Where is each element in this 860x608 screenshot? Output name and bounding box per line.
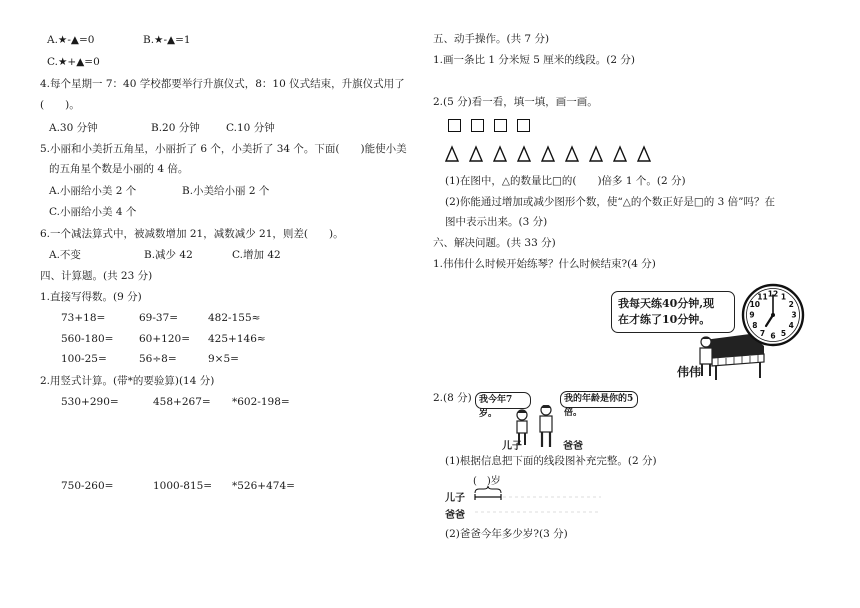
square-shape: [471, 119, 484, 132]
q4-stem-line1: 4.每个星期一 7：40 学校都要举行升旗仪式，8：10 仪式结束，升旗仪式用了: [40, 78, 405, 90]
dad-label: 爸爸: [563, 441, 583, 452]
q4-option-a: A.30 分钟: [49, 122, 98, 134]
clock-numeral: 9: [749, 310, 755, 320]
triangle-shape: [470, 147, 482, 161]
triangle-shape: [542, 147, 554, 161]
dad-speech: 我的年龄是你的5倍。: [564, 394, 634, 418]
clock-numeral: 4: [788, 321, 794, 331]
calc-item: 60+120=: [139, 333, 190, 345]
section-6-title: 六、解决问题。(共 33 分): [433, 237, 556, 249]
q4-option-c: C.10 分钟: [226, 122, 275, 134]
direct-calc-title: 1.直接写得数。(9 分): [40, 291, 142, 303]
clock-numeral: 7: [759, 328, 766, 338]
clock-numeral: 10: [749, 300, 761, 310]
triangle-shape: [494, 147, 506, 161]
son-label: 儿子: [502, 441, 522, 452]
calc-item: 100-25=: [61, 353, 107, 365]
speech-bubble-dad: [560, 391, 638, 418]
q6-stem: 6.一个减法算式中，被减数增加 21，减数减少 21，则差( )。: [40, 228, 344, 240]
calc-item: 425+146≈: [208, 333, 266, 345]
triangle-shape: [590, 147, 602, 161]
q5-option-a: A.小丽给小美 2 个: [49, 185, 137, 197]
clock-icon: [741, 283, 805, 347]
triangle-shape: [566, 147, 578, 161]
draw-line-question: 1.画一条比 1 分米短 5 厘米的线段。(2 分): [433, 54, 635, 66]
q5-stem-line2: 的五角星个数是小丽的 4 倍。: [49, 163, 189, 175]
q4-option-b: B.20 分钟: [151, 122, 200, 134]
clock-numeral: 11: [757, 292, 768, 302]
vertical-item: 750-260=: [61, 480, 114, 492]
clock-numeral: 5: [780, 328, 787, 338]
clock-numeral: 2: [788, 300, 794, 310]
section-4-title: 四、计算题。(共 23 分): [40, 270, 153, 282]
q4-stem-line2: ( )。: [40, 99, 80, 111]
clock-numeral: 1: [780, 292, 787, 302]
clock-numeral: 6: [770, 331, 776, 341]
vertical-item: *602-198=: [232, 396, 290, 408]
bubble-line-2: 在才练了10分钟。: [618, 313, 711, 326]
vertical-item: 530+290=: [61, 396, 119, 408]
calc-item: 482-155≈: [208, 312, 261, 324]
q5-option-c: C.小丽给小美 4 个: [49, 206, 137, 218]
segment-age-label: ( )岁: [473, 476, 501, 487]
age-question-1: (1)根据信息把下面的线段图补充完整。(2 分): [445, 455, 657, 467]
age-question-2: (2)爸爸今年多少岁?(3 分): [445, 528, 568, 540]
clock-numeral: 8: [752, 321, 758, 331]
square-shape: [448, 119, 461, 132]
clock-numeral: 3: [791, 310, 797, 320]
q6-option-a: A.不变: [49, 249, 81, 261]
section-5-title: 五、动手操作。(共 7 分): [433, 33, 550, 45]
line-segment-diagram: [473, 485, 613, 517]
look-question-1: (1)在图中，△的数量比□的( )倍多 1 个。(2 分): [445, 175, 686, 187]
vertical-item: *526+474=: [232, 480, 295, 492]
vertical-item: 1000-815=: [153, 480, 213, 492]
bubble-line-1: 我每天练40分钟,现: [618, 297, 715, 310]
square-shape: [494, 119, 507, 132]
q5-option-b: B.小美给小丽 2 个: [182, 185, 270, 197]
segment-son-label: 儿子: [445, 493, 465, 504]
look-fill-draw-title: 2.(5 分)看一看，填一填，画一画。: [433, 96, 598, 108]
triangle-shape: [638, 147, 650, 161]
piano-question: 1.伟伟什么时候开始练琴？什么时候结束?(4 分): [433, 258, 656, 270]
age-question-title: 2.(8 分): [433, 392, 472, 404]
segment-dad-label: 爸爸: [445, 510, 465, 521]
calc-item: 69-37=: [139, 312, 179, 324]
clock-numeral: 12: [767, 289, 779, 299]
look-question-2-line2: 图中表示出来。(3 分): [445, 216, 548, 228]
q6-option-c: C.增加 42: [232, 249, 281, 261]
q6-option-b: B.减少 42: [144, 249, 193, 261]
triangle-shape: [614, 147, 626, 161]
look-question-2-line1: (2)你能通过增加或减少图形个数，使“△的个数正好是□的 3 倍”吗？在: [445, 196, 775, 208]
calc-item: 9×5=: [208, 353, 239, 365]
calc-item: 560-180=: [61, 333, 114, 345]
q3-option-c: C.★+▲=0: [47, 56, 100, 68]
calc-item: 56÷8=: [139, 353, 177, 365]
speech-bubble-weiwei: [611, 291, 735, 333]
q3-option-b: B.★-▲=1: [143, 34, 191, 46]
q3-option-a: A.★-▲=0: [47, 34, 95, 46]
triangle-shape: [518, 147, 530, 161]
vertical-calc-title: 2.用竖式计算。(带*的要验算)(14 分): [40, 375, 215, 387]
weiwei-label: 伟伟: [677, 365, 702, 379]
calc-item: 73+18=: [61, 312, 106, 324]
triangle-row: [445, 145, 665, 163]
son-speech: 我今年7岁。: [479, 395, 513, 419]
triangle-shape: [446, 147, 458, 161]
q5-stem-line1: 5.小丽和小美折五角星，小丽折了 6 个，小美折了 34 个。下面( )能使小美: [40, 143, 407, 155]
square-shape: [517, 119, 530, 132]
vertical-item: 458+267=: [153, 396, 211, 408]
